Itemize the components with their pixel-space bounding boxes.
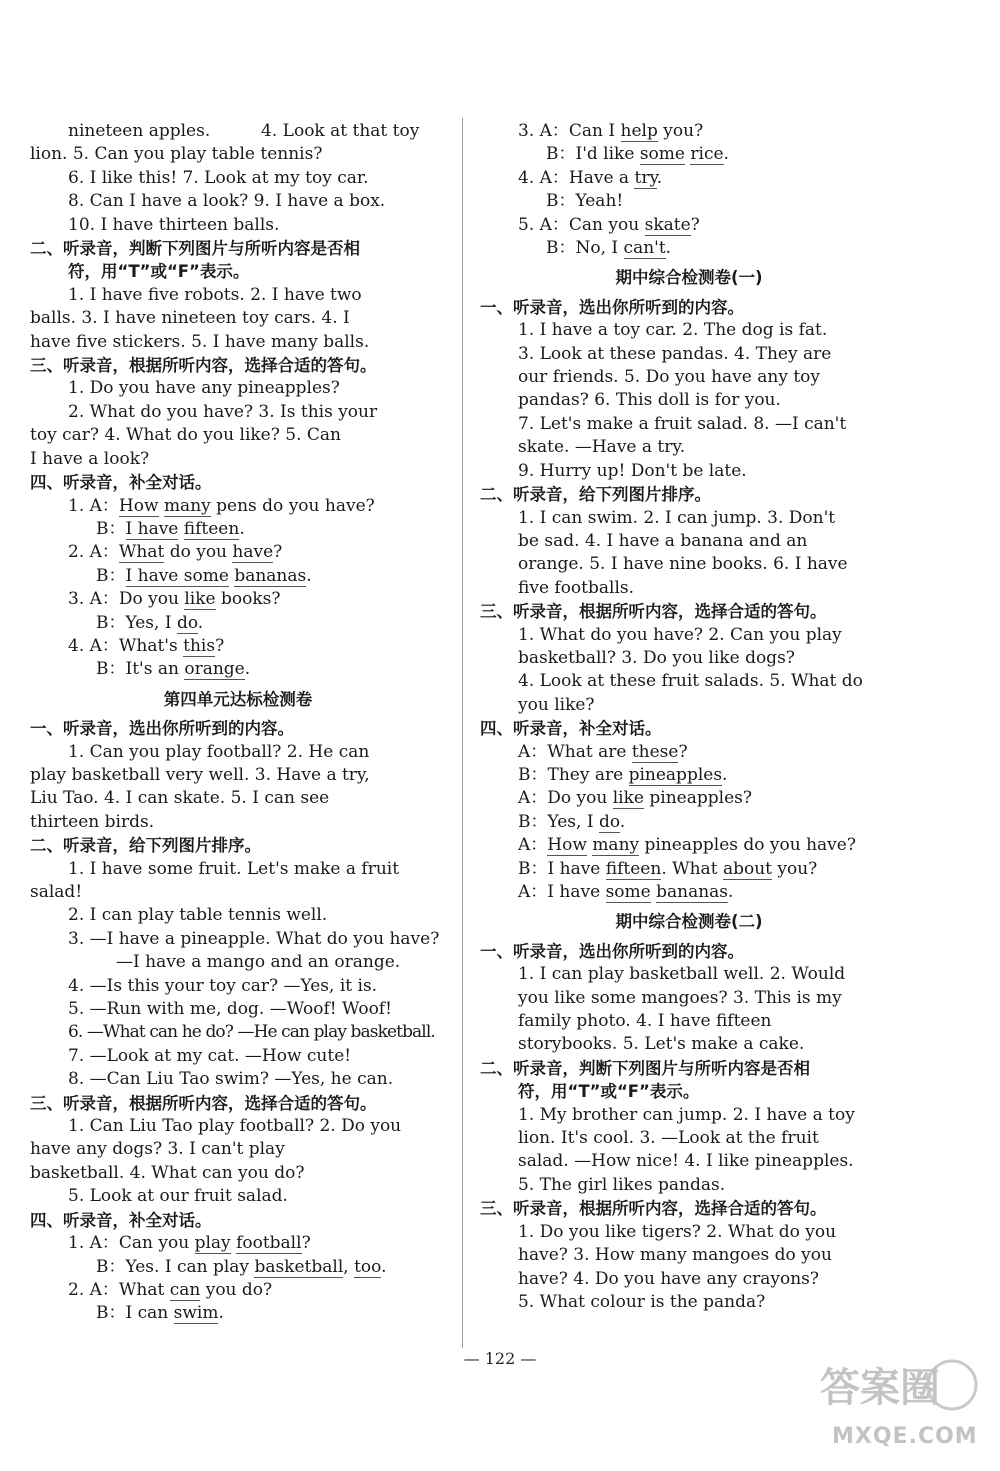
text-line: 8. —Can Liu Tao swim? —Yes, he can. [68,1069,394,1090]
answer-blank: How [118,495,159,516]
answer-blank: these [631,741,679,762]
answer-blank: can't [623,238,666,259]
text-line: 5. —Run with me, dog. —Woof! Woof! [68,999,392,1020]
text-line: 4. Look at these fruit salads. 5. What do [518,671,863,692]
dialogue-line: 4. A：Have a try. [518,167,663,188]
answer-blank: What [118,542,165,563]
text-line: five footballs. [518,577,635,598]
text-line: play basketball very well. 3. Have a try, [30,764,370,785]
right-column [480,120,898,1314]
text-line: 1. Can you play football? 2. He can [68,741,370,762]
text-line: have? 4. Do you have any crayons? [518,1268,820,1289]
answer-blank: football [236,1233,302,1254]
answer-blank: rice [690,144,724,165]
text-line: basketball? 3. Do you like dogs? [518,647,795,668]
text-line: 2. I can play table tennis well. [68,905,328,926]
answer-blank: this [183,635,216,656]
answer-blank: many [592,835,640,856]
answer-blank: pineapples [628,764,723,785]
answer-blank: try [634,167,657,188]
answer-blank: swim [173,1303,219,1324]
text-line: you like? [518,694,595,715]
dialogue-line: A：Do you like pineapples? [518,788,752,809]
text-line: 1. Can Liu Tao play football? 2. Do you [68,1116,402,1137]
text-line: be sad. 4. I have a banana and an [518,530,808,551]
dialogue-line: A：How many pineapples do you have? [518,835,856,856]
dialogue-line: A：I have some bananas. [518,882,734,902]
section-heading: 符，用“T”或“F”表示。 [68,262,250,282]
watermark-url: MXQE.COM [832,1424,978,1449]
section-heading: 二、听录音，给下列图片排序。 [480,485,711,505]
answer-blank: fifteen [605,858,662,879]
text-line: 4. —Is this your toy car? —Yes, it is. [68,975,378,996]
dialogue-line: 1. A：How many pens do you have? [68,495,375,516]
text-line: 1. Do you like tigers? 2. What do you [518,1221,837,1242]
dialogue-line: 3. A：Can I help you? [518,121,704,141]
dialogue-line: 1. A：Can you play football? [68,1233,311,1254]
dialogue-line: B：I have fifteen. What about you? [518,858,818,879]
text-line: 5. What colour is the panda? [518,1291,766,1312]
unit-title: 第四单元达标检测卷 [163,689,313,709]
answer-blank: like [184,589,216,610]
text-line: storybooks. 5. Let's make a cake. [518,1034,805,1055]
watermark-logo-text: 答案圈 [820,1365,940,1411]
section-heading: 四、听录音，补全对话。 [480,719,662,739]
text-line: have any dogs? 3. I can't play [30,1139,285,1160]
answer-blank: bananas [234,565,307,586]
text-line: 8. Can I have a look? 9. I have a box. [68,191,386,212]
text-line: 1. I can play basketball well. 2. Would [518,964,846,985]
dialogue-line: B：Yes, I do. [518,811,626,832]
answer-blank: about [722,858,772,879]
text-line: 9. Hurry up! Don't be late. [518,460,747,481]
dialogue-line: B：It's an orange. [96,659,251,680]
answer-blank: many [163,495,211,516]
text-line: 2. What do you have? 3. Is this your [68,401,378,422]
section-heading: 二、听录音，给下列图片排序。 [30,836,261,856]
dialogue-line: B：Yes, I do. [96,612,204,633]
section-heading: 四、听录音，补全对话。 [30,473,212,493]
text-line: 1. Do you have any pineapples? [68,378,340,399]
dialogue-line: B：I have fifteen. [96,518,245,539]
section-heading: 二、听录音，判断下列图片与所听内容是否相 [480,1058,810,1078]
answer-blank: too [354,1256,382,1277]
section-heading: 四、听录音，补全对话。 [30,1210,212,1230]
answer-blank: like [612,788,644,809]
text-line: have? 3. How many mangoes do you [518,1245,832,1266]
exam-title: 期中综合检测卷(一) [615,268,763,288]
answer-blank: skate [644,214,691,235]
text-line: thirteen birds. [30,811,155,832]
section-heading: 一、听录音，选出你所听到的内容。 [480,297,744,317]
page-number: — 122 — [463,1349,537,1368]
text-line: 7. Let's make a fruit salad. 8. —I can't [518,413,847,434]
text-line: skate. —Have a try. [518,437,686,458]
answer-blank: play [194,1233,231,1254]
text-line: 6. —What can he do? —He can play basketball. [68,1022,435,1043]
answer-blank: I have some [125,565,229,586]
text-line: 1. I have some fruit. Let's make a fruit [68,858,400,879]
dialogue-line: B：I'd like some rice. [546,144,729,165]
dialogue-line: B：They are pineapples. [518,764,728,785]
text-line: you like some mangoes? 3. This is my [518,987,842,1008]
text-line: toy car? 4. What do you like? 5. Can [30,425,341,446]
text-line: balls. 3. I have nineteen toy cars. 4. I [30,308,350,329]
dialogue-line: 2. A：What can you do? [68,1279,273,1300]
text-line: basketball. 4. What can you do? [30,1162,305,1183]
dialogue-line: B：No, I can't. [546,238,672,259]
dialogue-line: B：I can swim. [96,1303,224,1324]
answer-blank: help [620,121,658,141]
text-line: Liu Tao. 4. I can skate. 5. I can see [30,788,330,809]
section-heading: 符，用“T”或“F”表示。 [518,1082,700,1102]
text-line: —I have a mango and an orange. [116,952,401,973]
text-line: 5. Look at our fruit salad. [68,1186,288,1207]
dialogue-line: 4. A：What's this? [68,635,225,656]
answer-blank: do [598,811,620,832]
dialogue-line: A：What are these? [518,741,688,762]
text-line: lion. It's cool. 3. —Look at the fruit [518,1128,819,1149]
section-heading: 一、听录音，选出你所听到的内容。 [30,719,294,739]
answer-blank: do [176,612,198,633]
text-line: 5. The girl likes pandas. [518,1174,726,1195]
section-heading: 三、听录音，根据所听内容，选择合适的答句。 [30,356,377,376]
text-line: our friends. 5. Do you have any toy [518,367,820,388]
text-line: nineteen apples. 4. Look at that toy [68,121,420,141]
text-line: have five stickers. 5. I have many balls. [30,331,370,352]
section-heading: 三、听录音，根据所听内容，选择合适的答句。 [480,1199,827,1219]
dialogue-line: B：Yes. I can play basketball, too. [96,1256,387,1277]
text-line: pandas? 6. This doll is for you. [518,390,781,411]
section-heading: 二、听录音，判断下列图片与所听内容是否相 [30,239,360,259]
text-line: salad. —How nice! 4. I like pineapples. [518,1151,854,1172]
answer-blank: can [169,1279,201,1300]
answer-blank: How [547,835,587,856]
text-line: orange. 5. I have nine books. 6. I have [518,554,848,575]
section-heading: 一、听录音，选出你所听到的内容。 [480,941,744,961]
text-line: 3. —I have a pineapple. What do you have? [68,928,440,949]
answer-blank: fifteen [183,518,240,539]
text-line: salad! [30,882,83,902]
text-line: 6. I like this! 7. Look at my toy car. [68,167,369,188]
section-heading: 三、听录音，根据所听内容，选择合适的答句。 [480,602,827,622]
answer-blank: basketball [254,1256,344,1277]
text-line: 1. I can swim. 2. I can jump. 3. Don't [518,507,836,528]
text-line: 1. What do you have? 2. Can you play [518,624,842,645]
dialogue-line: B：I have some bananas. [96,565,312,586]
dialogue-line: B：Yeah! [546,191,624,212]
dialogue-line: 2. A：What do you have? [68,542,283,563]
answer-blank: have [232,542,274,563]
exam-title: 期中综合检测卷(二) [615,912,763,932]
text-line: lion. 5. Can you play table tennis? [30,144,323,165]
text-line: family photo. 4. I have fifteen [518,1011,772,1032]
answer-blank: orange [184,659,245,680]
text-line: 1. I have a toy car. 2. The dog is fat. [518,320,828,341]
text-line: 7. —Look at my cat. —How cute! [68,1045,352,1066]
text-line: 1. I have five robots. 2. I have two [68,284,362,305]
section-heading: 三、听录音，根据所听内容，选择合适的答句。 [30,1093,377,1113]
answer-blank: some [605,882,651,902]
text-line: 1. My brother can jump. 2. I have a toy [518,1104,855,1125]
text-line: 3. Look at these pandas. 4. They are [518,343,832,364]
text-line: I have a look? [30,448,150,469]
left-column [30,120,446,1326]
dialogue-line: 5. A：Can you skate? [518,214,700,235]
text-line: 10. I have thirteen balls. [68,214,280,235]
watermark-logo [812,1347,982,1457]
answer-blank: bananas [656,882,729,902]
column-divider [462,118,463,1348]
answer-blank: some [639,144,685,165]
answer-blank: I have [125,518,179,539]
dialogue-line: 3. A：Do you like books? [68,589,281,610]
